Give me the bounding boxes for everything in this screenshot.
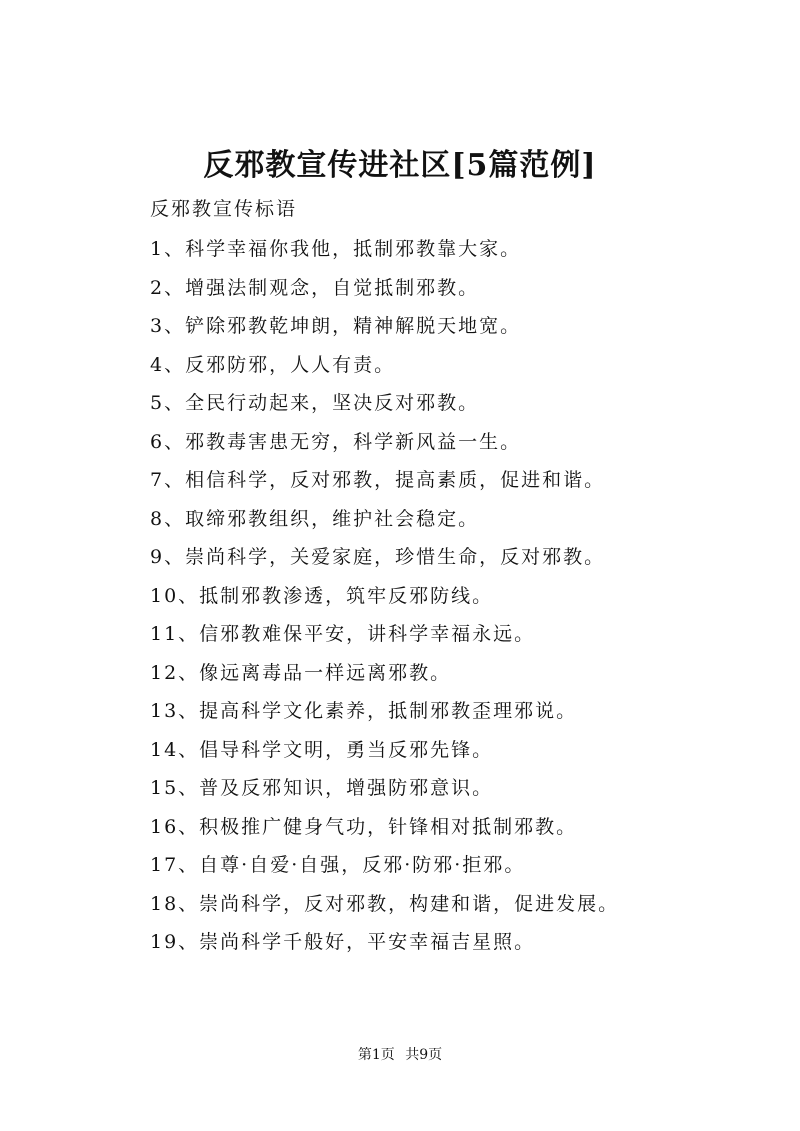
document-title: 反邪教宣传进社区[5篇范例] — [203, 148, 597, 183]
slogan-item: 18、崇尚科学，反对邪教，构建和谐，促进发展。 — [150, 892, 620, 915]
slogan-item: 14、倡导科学文明，勇当反邪先锋。 — [150, 738, 494, 761]
slogan-item: 3、铲除邪教乾坤朗，精神解脱天地宽。 — [150, 315, 522, 337]
slogan-item: 11、信邪教难保平安，讲科学幸福永远。 — [150, 623, 536, 645]
slogan-item: 5、全民行动起来，坚决反对邪教。 — [150, 392, 480, 414]
slogan-item: 10、抵制邪教渗透，筑牢反邪防线。 — [150, 584, 494, 607]
slogan-item: 17、自尊·自爱·自强，反邪·防邪·拒邪。 — [150, 854, 526, 876]
slogan-item: 1、科学幸福你我他，抵制邪教靠大家。 — [150, 238, 522, 260]
slogan-item: 7、相信科学，反对邪教，提高素质，促进和谐。 — [150, 469, 606, 491]
slogan-list — [150, 230, 770, 962]
slogan-item: 15、普及反邪知识，增强防邪意识。 — [150, 777, 494, 799]
slogan-item: 13、提高科学文化素养，抵制邪教歪理邪说。 — [150, 700, 578, 722]
slogan-item: 8、取缔邪教组织，维护社会稳定。 — [150, 507, 480, 530]
slogan-item: 6、邪教毒害患无穷，科学新风益一生。 — [150, 430, 522, 453]
slogan-item: 12、像远离毒品一样远离邪教。 — [150, 661, 452, 684]
section-subtitle: 反邪教宣传标语 — [150, 198, 298, 220]
page-number-total: 共9页 — [405, 1047, 443, 1063]
slogan-item: 16、积极推广健身气功，针锋相对抵制邪教。 — [150, 815, 578, 838]
page-number-current: 第1页 — [357, 1047, 395, 1063]
slogan-item: 4、反邪防邪，人人有责。 — [150, 353, 396, 376]
page-footer — [0, 1044, 800, 1064]
slogan-item: 9、崇尚科学，关爱家庭，珍惜生命，反对邪教。 — [150, 546, 606, 568]
slogan-item: 2、增强法制观念，自觉抵制邪教。 — [150, 276, 480, 299]
slogan-item: 19、崇尚科学千般好，平安幸福吉星照。 — [150, 931, 536, 953]
